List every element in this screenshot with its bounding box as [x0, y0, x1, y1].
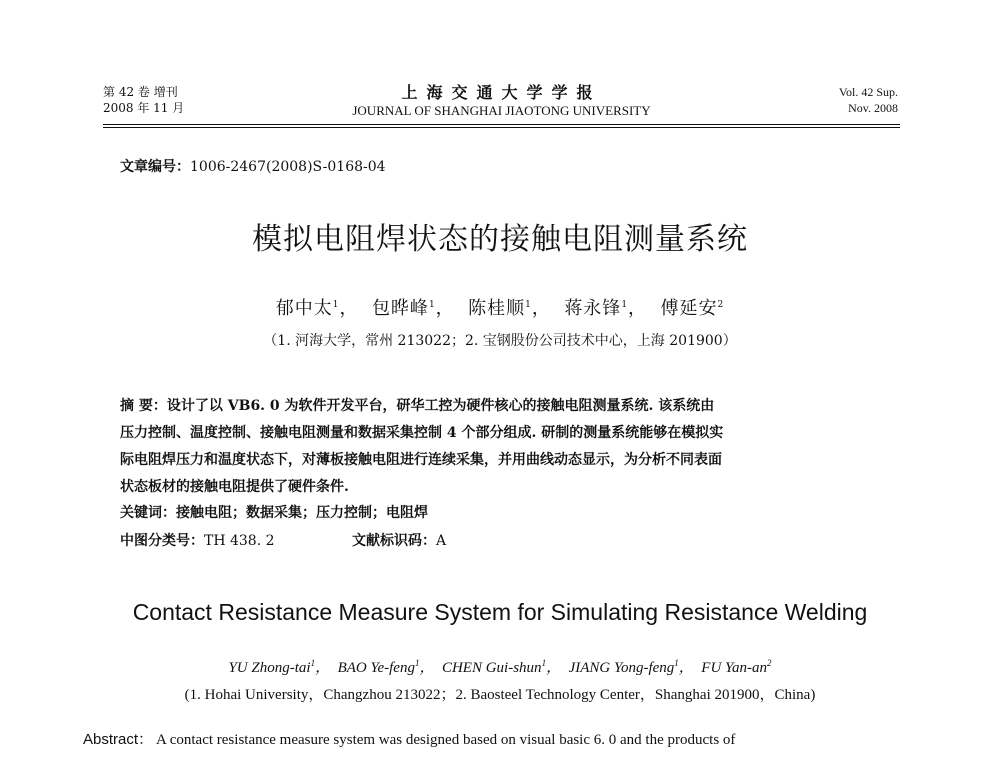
keywords-cn	[120, 502, 428, 522]
date-cn: 2008 年 11 月	[103, 101, 185, 115]
author-cn: 包晔峰$^1$，	[371, 298, 455, 319]
document-code-value: A	[436, 533, 447, 549]
paper-title-en: Contact Resistance Measure System for Simulating Resistance Welding	[132, 599, 868, 625]
author-cn: 蒋永锋$^1$，	[564, 298, 648, 319]
volume-cn: 第 42 卷 增刊	[103, 85, 178, 99]
abstract-line: 压力控制、温度控制、接触电阻测量和数据采集控制 4 个部分组成. 研制的测量系统能够在模拟实	[120, 425, 724, 441]
date-en: Nov. 2008	[848, 101, 898, 115]
affiliation-en: (1. Hohai University，Changzhou 213022；2. Baosteel Technology Center，Shanghai 201900，China)	[184, 687, 816, 703]
clc-label: 中图分类号：	[120, 533, 204, 549]
paper-title-cn: 模拟电阻焊状态的接触电阻测量系统	[252, 222, 748, 257]
author-cn: 郁中太$^1$，	[275, 298, 359, 319]
affiliation-cn: （1. 河海大学，常州 213022；2. 宝钢股份公司技术中心，上海 201900）	[263, 333, 737, 349]
article-number	[120, 156, 386, 176]
abstract-text-en: A contact resistance measure system was designed based on visual basic 6. 0 and the products of	[155, 732, 736, 748]
author-list-en	[0, 656, 1000, 677]
article-number-value: 1006-2467(2008)S-0168-04	[190, 159, 386, 175]
abstract-line: 摘 要：设计了以 VB6. 0 为软件开发平台，研华工控为硬件核心的接触电阻测量系统. 该系统由	[120, 398, 715, 414]
clc-value: TH 438. 2	[204, 533, 275, 549]
abstract-line: 状态板材的接触电阻提供了硬件条件.	[120, 479, 349, 495]
journal-header	[103, 84, 900, 124]
header-rule-thick	[103, 127, 900, 128]
abstract-line: 际电阻焊压力和温度状态下，对薄板接触电阻进行连续采集，并用曲线动态显示，为分析不同表面	[120, 452, 722, 468]
abstract-cn	[120, 393, 880, 501]
volume-en: Vol. 42 Sup.	[838, 85, 898, 99]
article-number-label: 文章编号：	[120, 159, 190, 175]
author-en: CHEN Gui-shun$^1$，	[441, 658, 562, 676]
journal-name-en: JOURNAL OF SHANGHAI JIAOTONG UNIVERSITY	[352, 103, 651, 118]
document-code-label: 文献标识码：	[352, 533, 436, 549]
abstract-label-cn: 摘 要：	[120, 398, 167, 414]
author-cn: 陈桂顺$^1$，	[468, 298, 551, 319]
author-en: YU Zhong-tai$^1$，	[228, 658, 331, 676]
issue-info-en	[839, 84, 898, 116]
author-en: JIANG Yong-feng$^1$，	[568, 658, 694, 676]
author-en: FU Yan-$an^2$	[701, 658, 772, 676]
abstract-label-en: Abstract：	[83, 731, 154, 748]
document-code	[352, 530, 446, 550]
journal-name	[103, 84, 900, 120]
author-list-cn	[0, 294, 1000, 320]
keywords-label: 关键词：	[120, 505, 176, 521]
clc-number	[120, 530, 275, 550]
author-en: BAO Ye-feng$^1$，	[337, 658, 435, 676]
journal-name-cn: 上海交通大学学报	[401, 83, 602, 102]
abstract-en	[83, 730, 913, 750]
keywords-value: 接触电阻；数据采集；压力控制；电阻焊	[176, 505, 428, 521]
author-cn: 傅延安$^2$	[660, 298, 725, 319]
header-rule-thin	[103, 124, 900, 125]
